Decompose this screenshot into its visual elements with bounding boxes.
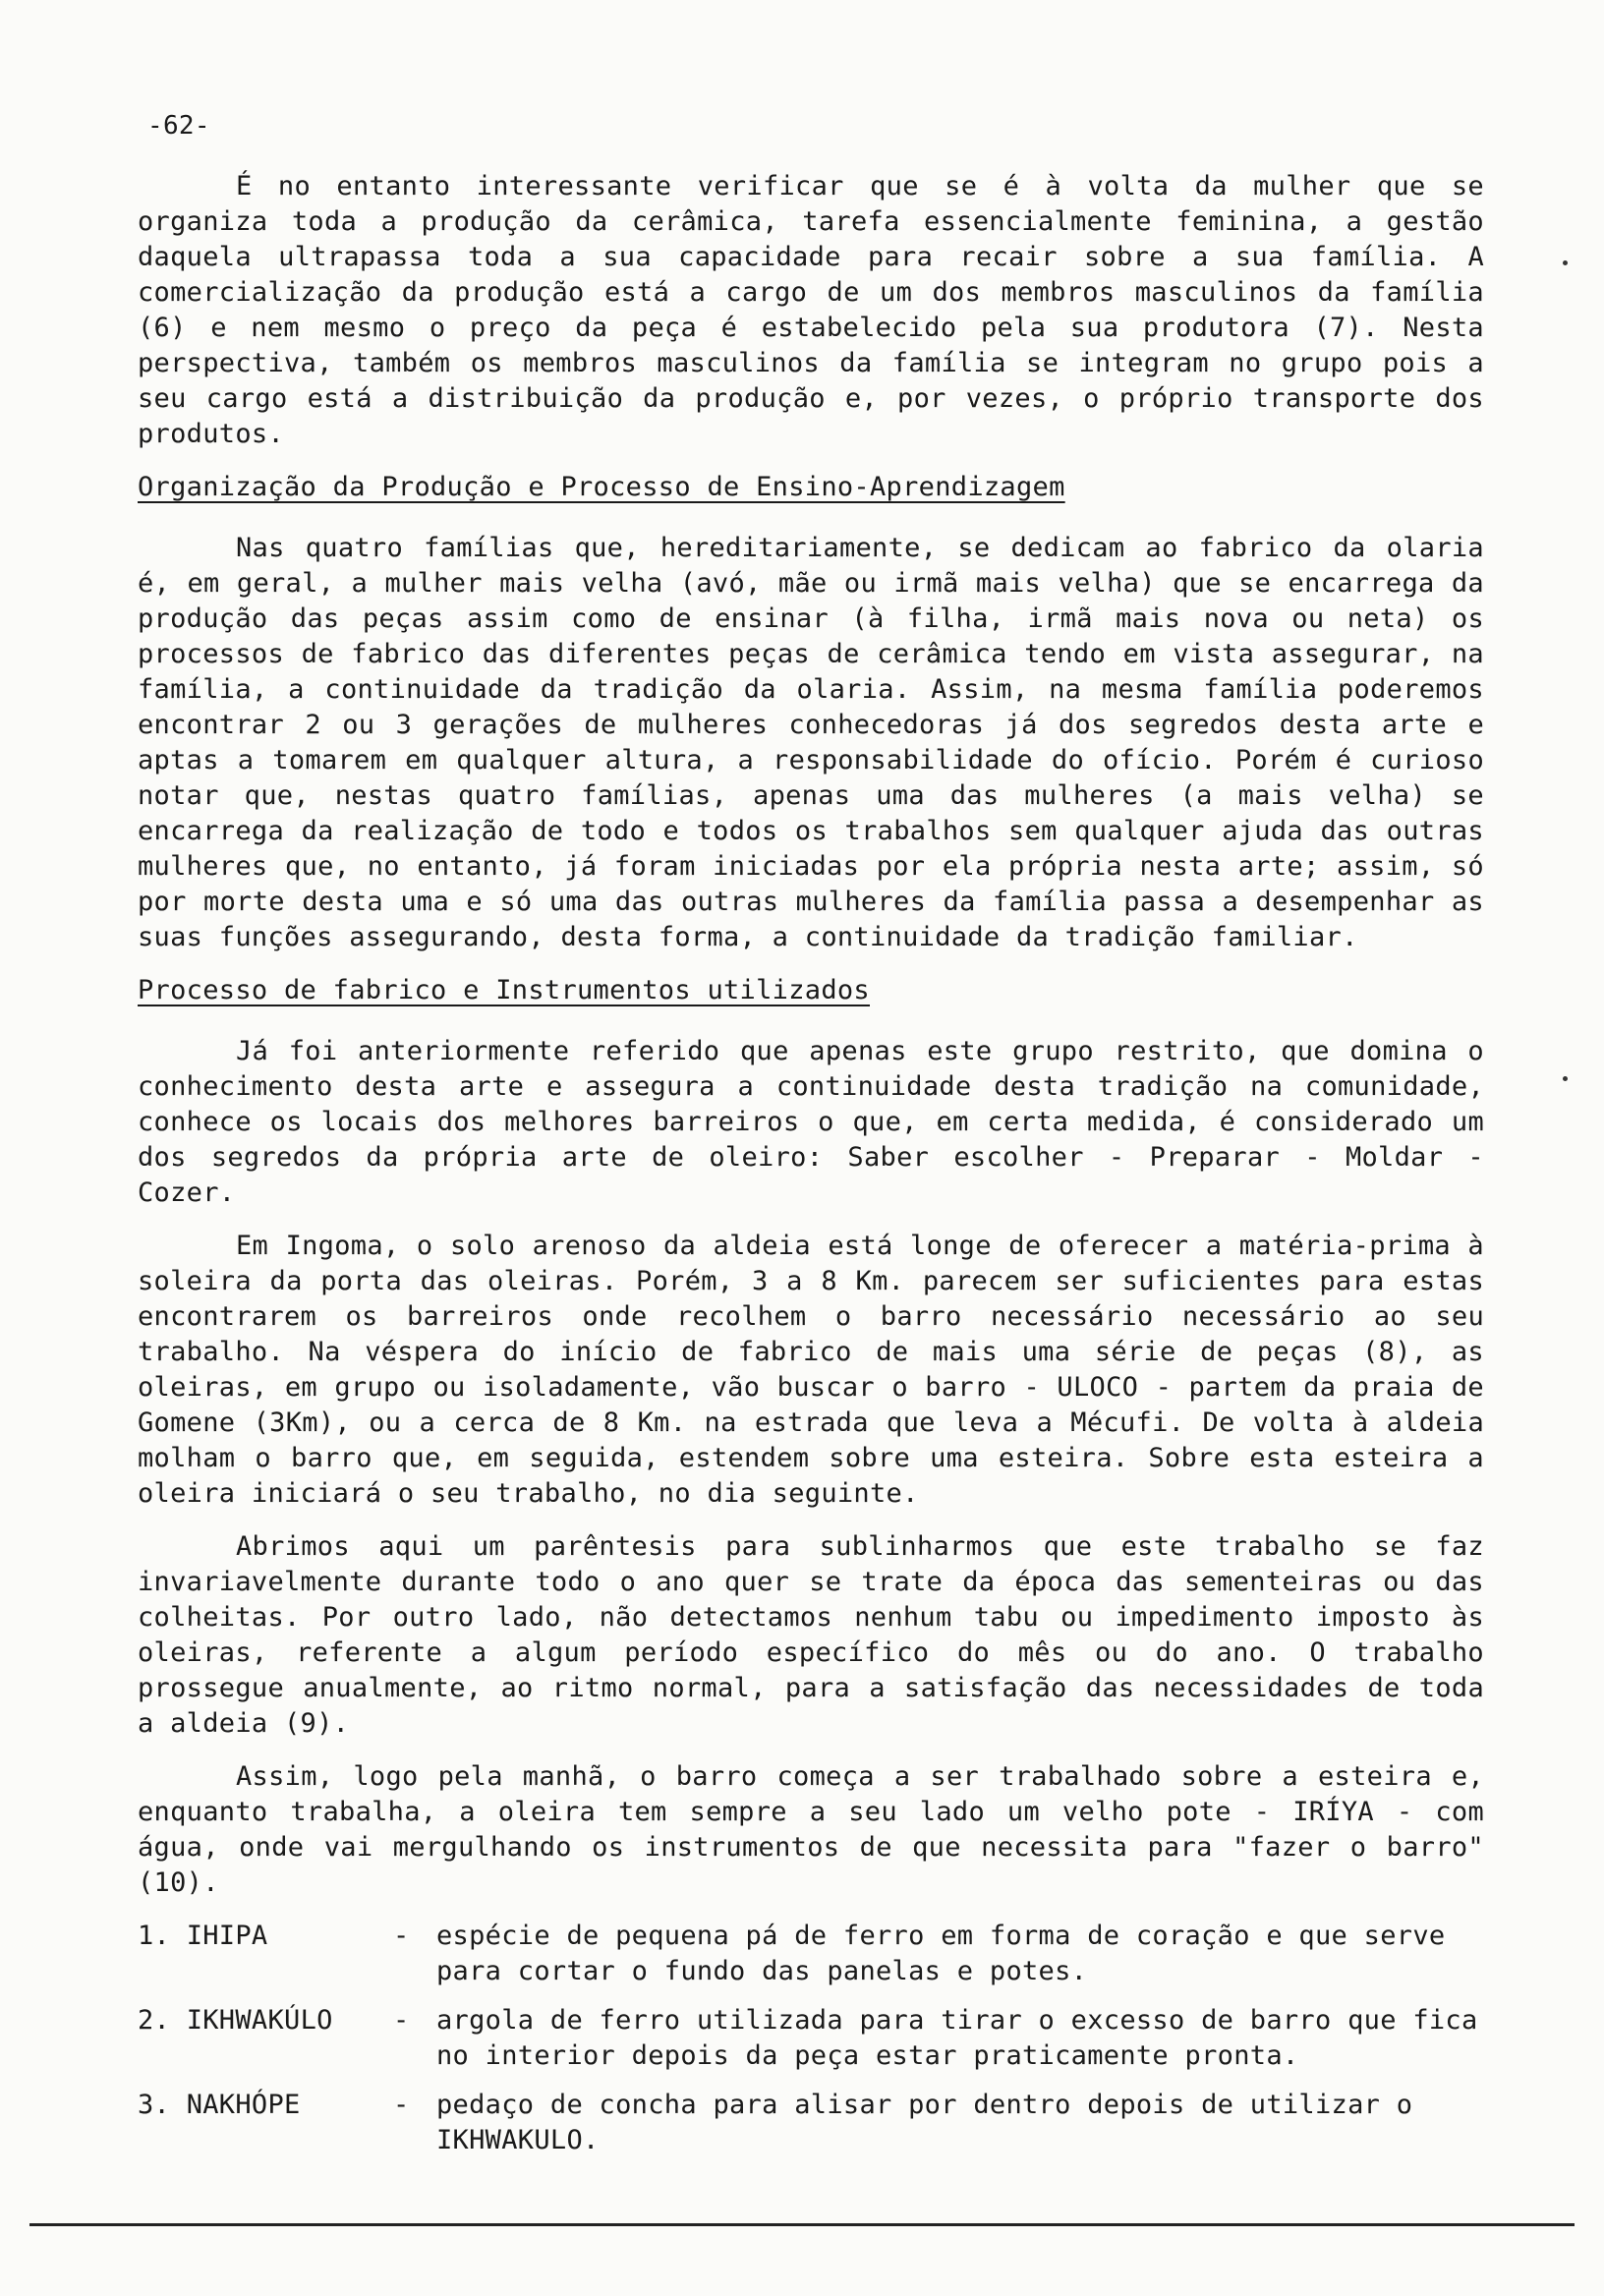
list-item-dash: -	[393, 2090, 410, 2120]
list-item-name: IKHWAKÚLO	[186, 2005, 333, 2036]
list-item-description: espécie de pequena pá de ferro em forma de coração e que serve para cortar o fundo das panelas e potes.	[436, 1921, 1446, 1986]
document-page	[138, 108, 1484, 2172]
list-item-description: pedaço de concha para alisar por dentro depois de utilizar o IKHWAKULO.	[436, 2090, 1413, 2155]
paragraph-organizacao: Nas quatro famílias que, hereditariamente, se dedicam ao fabrico da olaria é, em geral, a mulher mais velha (avó, mãe ou irmã mais velha) que se encarrega da produção das peças assim como de ensinar (à filha, irmã mais nova ou neta) os processos de fabrico das diferentes peças de cerâmica tendo em vista assegurar, na família, a continuidade da tradição da olaria. Assim, na mesma família poderemos encontrar 2 ou 3 gerações de mulheres conhecedoras já dos segredos desta arte e aptas a tomarem em qualquer altura, a responsabilidade do ofício. Porém é curioso notar que, nestas quatro famílias, apenas uma das mulheres (a mais velha) se encarrega da realização de todo e todos os trabalhos sem qualquer ajuda das outras mulheres que, no entanto, já foram iniciadas por ela própria nesta arte; assim, só por morte desta uma e só uma das outras mulheres da família passa a desempenhar as suas funções assegurando, desta forma, a continuidade da tradição familiar.	[138, 533, 1484, 952]
list-item	[138, 2088, 1484, 2158]
list-item-name: NAKHÓPE	[186, 2090, 301, 2120]
section-heading-processo: Processo de fabrico e Instrumentos utilizados	[138, 975, 870, 1005]
list-item	[138, 1919, 1484, 1989]
page-number: -62-	[147, 111, 210, 141]
list-item-number: 3.	[138, 2090, 171, 2120]
margin-speck	[1563, 1076, 1568, 1081]
list-item-name: IHIPA	[186, 1921, 268, 1951]
paragraph-processo-4: Assim, logo pela manhã, o barro começa a ser trabalhado sobre a esteira e, enquanto trabalha, a oleira tem sempre a seu lado um velho pote - IRÍYA - com água, onde vai mergulhando os instrumentos de que necessita para "fazer o barro" (10).	[138, 1761, 1484, 1898]
paragraph-processo-2: Em Ingoma, o solo arenoso da aldeia está longe de oferecer a matéria-prima à soleira da porta das oleiras. Porém, 3 a 8 Km. parecem ser suficientes para estas encontrarem os barreiros onde recolhem o barro necessário necessário ao seu trabalho. Na véspera do início de fabrico de mais uma série de peças (8), as oleiras, em grupo ou isoladamente, vão buscar o barro - ULOCO - partem da praia de Gomene (3Km), ou a cerca de 8 Km. na estrada que leva a Mécufi. De volta à aldeia molham o barro que, em seguida, estendem sobre uma esteira. Sobre esta esteira a oleira iniciará o seu trabalho, no dia seguinte.	[138, 1231, 1484, 1509]
margin-speck	[1563, 260, 1568, 265]
list-item-description: argola de ferro utilizada para tirar o excesso de barro que fica no interior depois da peça estar praticamente pronta.	[436, 2005, 1478, 2071]
list-item-dash: -	[393, 2005, 410, 2036]
list-item-dash: -	[393, 1921, 410, 1951]
paragraph-processo-1: Já foi anteriormente referido que apenas este grupo restrito, que domina o conhecimento desta arte e assegura a continuidade desta tradição na comunidade, conhece os locais dos melhores barreiros o que, em certa medida, é considerado um dos segredos da própria arte de oleiro: Saber escolher - Preparar - Moldar - Cozer.	[138, 1036, 1484, 1208]
list-item	[138, 2003, 1484, 2074]
list-item-number: 1.	[138, 1921, 171, 1951]
paragraph-intro: É no entanto interessante verificar que se é à volta da mulher que se organiza toda a produção da cerâmica, tarefa essencialmente feminina, a gestão daquela ultrapassa toda a sua capacidade para recair sobre a sua família. A comercialização da produção está a cargo de um dos membros masculinos da família (6) e nem mesmo o preço da peça é estabelecido pela sua produtora (7). Nesta perspectiva, também os membros masculinos da família se integram no grupo pois a seu cargo está a distribuição da produção e, por vezes, o próprio transporte dos produtos.	[138, 171, 1484, 449]
bottom-rule	[29, 2223, 1575, 2226]
section-heading-organizacao: Organização da Produção e Processo de Ensino-Aprendizagem	[138, 472, 1065, 502]
paragraph-processo-3: Abrimos aqui um parêntesis para sublinharmos que este trabalho se faz invariavelmente durante todo o ano quer se trate da época das sementeiras ou das colheitas. Por outro lado, não detectamos nenhum tabu ou impedimento imposto às oleiras, referente a algum período específico do mês ou do ano. O trabalho prossegue anualmente, ao ritmo normal, para a satisfação das necessidades de toda a aldeia (9).	[138, 1531, 1484, 1739]
list-item-number: 2.	[138, 2005, 171, 2036]
instrument-list	[138, 1919, 1484, 2158]
